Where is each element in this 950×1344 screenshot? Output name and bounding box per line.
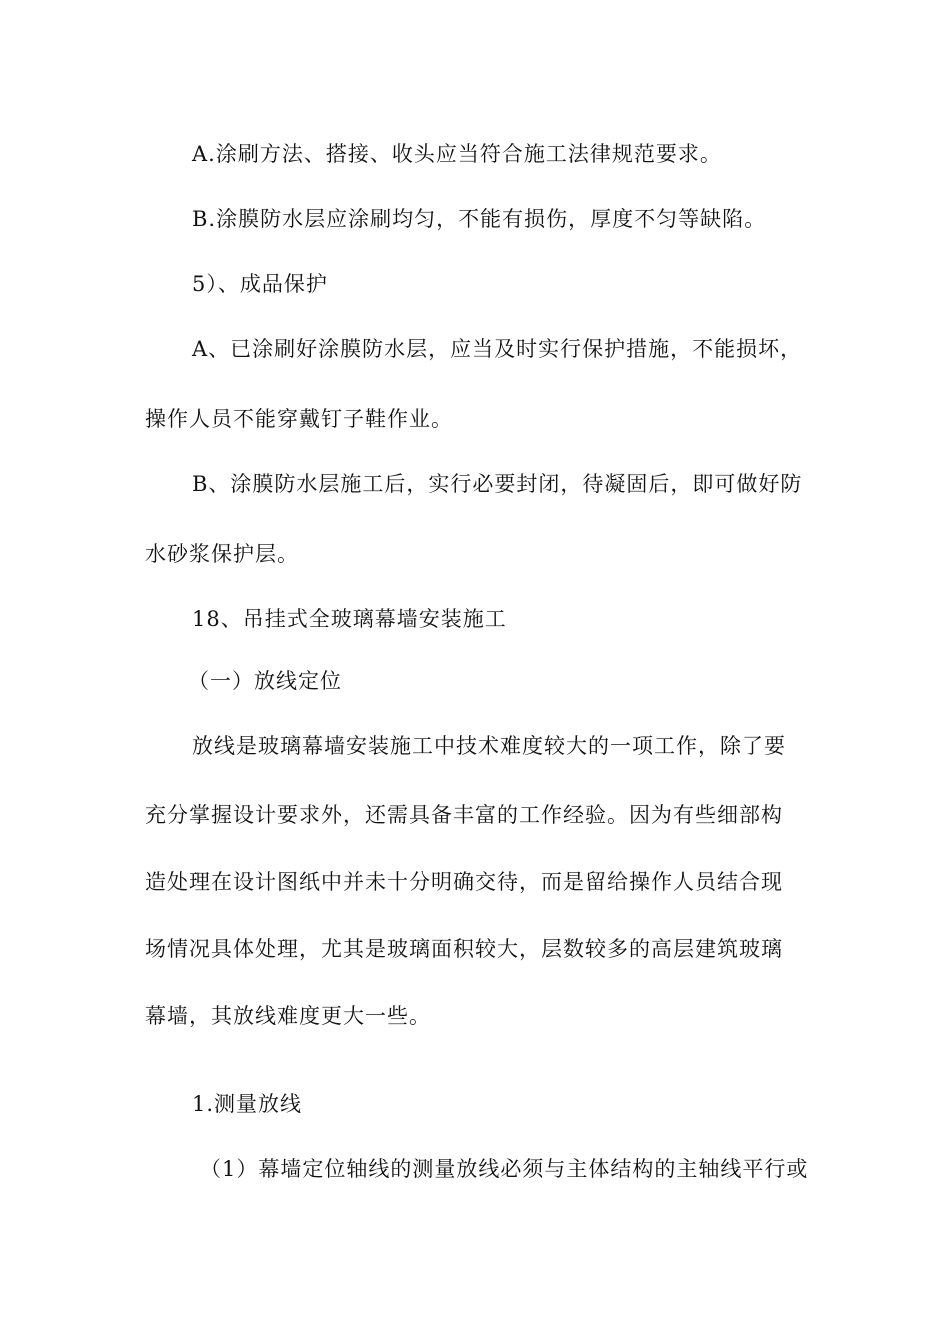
paragraph-line: 水砂浆保护层。 xyxy=(145,542,299,566)
paragraph-line: 幕墙，其放线难度更大一些。 xyxy=(145,1004,431,1028)
subsection-heading: 1.测量放线 xyxy=(192,1092,303,1116)
paragraph-line: 充分掌握设计要求外，还需具备丰富的工作经验。因为有些细部构 xyxy=(145,803,783,827)
paragraph-line: A、已涂刷好涂膜防水层，应当及时实行保护措施，不能损坏， xyxy=(192,337,803,361)
subsection-heading: （一）放线定位 xyxy=(188,669,342,693)
paragraph-line: B.涂膜防水层应涂刷均匀，不能有损伤，厚度不匀等缺陷。 xyxy=(192,207,767,231)
paragraph-line: （1）幕墙定位轴线的测量放线必须与主体结构的主轴线平行或 xyxy=(200,1157,809,1181)
paragraph-line: A.涂刷方法、搭接、收头应当符合施工法律规范要求。 xyxy=(192,142,722,166)
paragraph-line: 放线是玻璃幕墙安装施工中技术难度较大的一项工作，除了要 xyxy=(192,734,786,758)
paragraph-line: B、涂膜防水层施工后，实行必要封闭，待凝固后，即可做好防 xyxy=(192,472,803,496)
paragraph-line: 操作人员不能穿戴钉子鞋作业。 xyxy=(145,407,453,431)
paragraph-line: 场情况具体处理，尤其是玻璃面积较大，层数较多的高层建筑玻璃 xyxy=(145,937,783,961)
section-heading: 18、吊挂式全玻璃幕墙安装施工 xyxy=(192,607,507,631)
section-heading: 5）、成品保护 xyxy=(192,272,328,296)
paragraph-line: 造处理在设计图纸中并未十分明确交待，而是留给操作人员结合现 xyxy=(145,870,783,894)
